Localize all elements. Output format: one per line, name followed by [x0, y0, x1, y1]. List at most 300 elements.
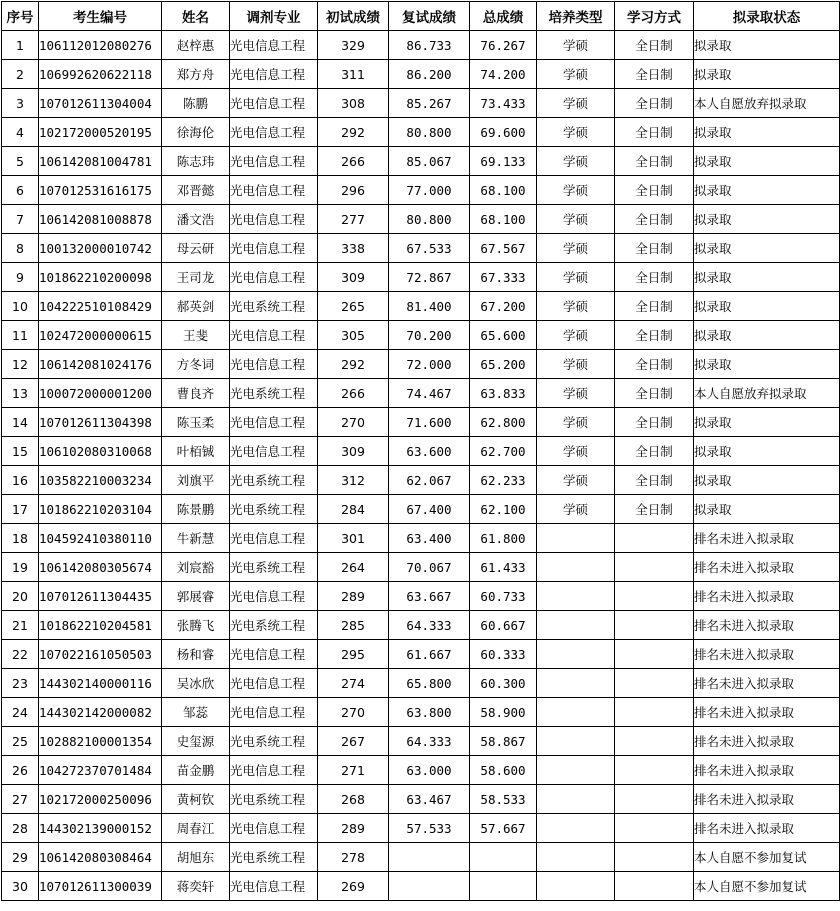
- admission-status: 拟录取: [694, 321, 840, 350]
- total-score: 67.200: [470, 292, 537, 321]
- candidate-name: 吴冰欣: [162, 669, 230, 698]
- major-cell: 光电信息工程: [230, 582, 318, 611]
- candidate-name: 郭展睿: [162, 582, 230, 611]
- row-number: 6: [2, 176, 39, 205]
- admission-status: 拟录取: [694, 147, 840, 176]
- table-row: [2, 495, 840, 524]
- total-score: 61.800: [470, 524, 537, 553]
- initial-score: 309: [318, 263, 389, 292]
- major-cell: 光电信息工程: [230, 205, 318, 234]
- header-cell: 序号: [2, 2, 39, 31]
- study-mode: 全日制: [615, 408, 694, 437]
- row-number: 27: [2, 785, 39, 814]
- training-type: [537, 814, 615, 843]
- admission-status: 拟录取: [694, 292, 840, 321]
- study-mode: 全日制: [615, 350, 694, 379]
- retest-score: 70.067: [389, 553, 470, 582]
- total-score: 58.867: [470, 727, 537, 756]
- study-mode: 全日制: [615, 205, 694, 234]
- candidate-id: 102882100001354: [39, 727, 162, 756]
- row-number: 1: [2, 31, 39, 60]
- study-mode: [615, 698, 694, 727]
- initial-score: 292: [318, 118, 389, 147]
- initial-score: 308: [318, 89, 389, 118]
- initial-score: 289: [318, 814, 389, 843]
- candidate-id: 100072000001200: [39, 379, 162, 408]
- candidate-id: 107012611304398: [39, 408, 162, 437]
- candidate-id: 101862210204581: [39, 611, 162, 640]
- candidate-id: 107012611300039: [39, 872, 162, 901]
- candidate-name: 邹蕊: [162, 698, 230, 727]
- admission-status: 拟录取: [694, 205, 840, 234]
- initial-score: 269: [318, 872, 389, 901]
- candidate-name: 黄柯钦: [162, 785, 230, 814]
- admission-status: 排名未进入拟录取: [694, 756, 840, 785]
- candidate-id: 104592410380110: [39, 524, 162, 553]
- row-number: 16: [2, 466, 39, 495]
- candidate-name: 蒋奕轩: [162, 872, 230, 901]
- admission-status: 本人自愿放弃拟录取: [694, 379, 840, 408]
- major-cell: 光电信息工程: [230, 437, 318, 466]
- admission-status: 拟录取: [694, 263, 840, 292]
- study-mode: [615, 669, 694, 698]
- table-row: [2, 698, 840, 727]
- total-score: 58.600: [470, 756, 537, 785]
- admission-status: 拟录取: [694, 31, 840, 60]
- header-cell: 考生编号: [39, 2, 162, 31]
- candidate-name: 潘文浩: [162, 205, 230, 234]
- retest-score: 63.467: [389, 785, 470, 814]
- retest-score: 80.800: [389, 118, 470, 147]
- study-mode: [615, 582, 694, 611]
- row-number: 20: [2, 582, 39, 611]
- training-type: 学硕: [537, 292, 615, 321]
- major-cell: 光电信息工程: [230, 814, 318, 843]
- training-type: 学硕: [537, 60, 615, 89]
- header-cell: 复试成绩: [389, 2, 470, 31]
- admission-status: 排名未进入拟录取: [694, 785, 840, 814]
- candidate-name: 郑方舟: [162, 60, 230, 89]
- training-type: [537, 669, 615, 698]
- initial-score: 292: [318, 350, 389, 379]
- candidate-name: 刘旗平: [162, 466, 230, 495]
- table-row: [2, 263, 840, 292]
- candidate-id: 102172000250096: [39, 785, 162, 814]
- table-row: [2, 234, 840, 263]
- total-score: 62.800: [470, 408, 537, 437]
- candidate-id: 103582210003234: [39, 466, 162, 495]
- training-type: 学硕: [537, 176, 615, 205]
- initial-score: 268: [318, 785, 389, 814]
- header-cell: 总成绩: [470, 2, 537, 31]
- row-number: 12: [2, 350, 39, 379]
- candidate-id: 106102080310068: [39, 437, 162, 466]
- study-mode: 全日制: [615, 89, 694, 118]
- candidate-id: 101862210200098: [39, 263, 162, 292]
- candidate-id: 106142081024176: [39, 350, 162, 379]
- study-mode: 全日制: [615, 176, 694, 205]
- total-score: 65.600: [470, 321, 537, 350]
- retest-score: 63.800: [389, 698, 470, 727]
- candidate-id: 106142081004781: [39, 147, 162, 176]
- initial-score: 312: [318, 466, 389, 495]
- training-type: 学硕: [537, 495, 615, 524]
- total-score: [470, 843, 537, 872]
- study-mode: 全日制: [615, 118, 694, 147]
- initial-score: 265: [318, 292, 389, 321]
- table-row: [2, 756, 840, 785]
- retest-score: 74.467: [389, 379, 470, 408]
- candidate-id: 144302142000082: [39, 698, 162, 727]
- total-score: 68.100: [470, 176, 537, 205]
- total-score: 74.200: [470, 60, 537, 89]
- candidate-id: 106142080305674: [39, 553, 162, 582]
- major-cell: 光电系统工程: [230, 292, 318, 321]
- study-mode: [615, 785, 694, 814]
- study-mode: 全日制: [615, 263, 694, 292]
- table-row: [2, 814, 840, 843]
- admission-status: 排名未进入拟录取: [694, 698, 840, 727]
- candidate-name: 陈志玮: [162, 147, 230, 176]
- retest-score: 63.400: [389, 524, 470, 553]
- retest-score: 63.000: [389, 756, 470, 785]
- retest-score: 77.000: [389, 176, 470, 205]
- admission-status: 拟录取: [694, 234, 840, 263]
- study-mode: 全日制: [615, 321, 694, 350]
- training-type: [537, 872, 615, 901]
- major-cell: 光电信息工程: [230, 147, 318, 176]
- table-row: [2, 292, 840, 321]
- retest-score: 67.400: [389, 495, 470, 524]
- admission-status: 拟录取: [694, 350, 840, 379]
- row-number: 8: [2, 234, 39, 263]
- study-mode: 全日制: [615, 234, 694, 263]
- major-cell: 光电信息工程: [230, 118, 318, 147]
- total-score: 69.133: [470, 147, 537, 176]
- study-mode: [615, 524, 694, 553]
- initial-score: 270: [318, 408, 389, 437]
- table-row: [2, 321, 840, 350]
- major-cell: 光电系统工程: [230, 611, 318, 640]
- admission-status: 拟录取: [694, 60, 840, 89]
- row-number: 2: [2, 60, 39, 89]
- major-cell: 光电系统工程: [230, 466, 318, 495]
- admission-status: 排名未进入拟录取: [694, 582, 840, 611]
- row-number: 19: [2, 553, 39, 582]
- total-score: 68.100: [470, 205, 537, 234]
- table-row: [2, 176, 840, 205]
- candidate-name: 张腾飞: [162, 611, 230, 640]
- candidate-name: 杨和睿: [162, 640, 230, 669]
- candidate-id: 106142081008878: [39, 205, 162, 234]
- candidate-name: 徐海伦: [162, 118, 230, 147]
- candidate-name: 史玺源: [162, 727, 230, 756]
- table-row: [2, 872, 840, 901]
- row-number: 15: [2, 437, 39, 466]
- admission-status: 排名未进入拟录取: [694, 553, 840, 582]
- study-mode: 全日制: [615, 495, 694, 524]
- table-row: [2, 785, 840, 814]
- initial-score: 278: [318, 843, 389, 872]
- training-type: [537, 727, 615, 756]
- study-mode: 全日制: [615, 147, 694, 176]
- initial-score: 274: [318, 669, 389, 698]
- initial-score: 284: [318, 495, 389, 524]
- table-row: [2, 437, 840, 466]
- retest-score: 61.667: [389, 640, 470, 669]
- row-number: 7: [2, 205, 39, 234]
- admission-status: 排名未进入拟录取: [694, 814, 840, 843]
- row-number: 14: [2, 408, 39, 437]
- study-mode: [615, 814, 694, 843]
- training-type: 学硕: [537, 379, 615, 408]
- candidate-id: 104222510108429: [39, 292, 162, 321]
- table-row: [2, 60, 840, 89]
- table-row: [2, 379, 840, 408]
- candidate-name: 陈鹏: [162, 89, 230, 118]
- candidate-name: 叶栢铖: [162, 437, 230, 466]
- total-score: 67.333: [470, 263, 537, 292]
- candidate-name: 王斐: [162, 321, 230, 350]
- major-cell: 光电信息工程: [230, 640, 318, 669]
- study-mode: [615, 843, 694, 872]
- retest-score: 86.733: [389, 31, 470, 60]
- admission-status: 拟录取: [694, 408, 840, 437]
- row-number: 30: [2, 872, 39, 901]
- major-cell: 光电信息工程: [230, 756, 318, 785]
- header-cell: 学习方式: [615, 2, 694, 31]
- candidate-id: 100132000010742: [39, 234, 162, 263]
- retest-score: 80.800: [389, 205, 470, 234]
- candidate-name: 陈玉柔: [162, 408, 230, 437]
- study-mode: [615, 640, 694, 669]
- retest-score: 65.800: [389, 669, 470, 698]
- study-mode: [615, 727, 694, 756]
- header-cell: 调剂专业: [230, 2, 318, 31]
- training-type: 学硕: [537, 321, 615, 350]
- admission-status: 拟录取: [694, 495, 840, 524]
- training-type: [537, 756, 615, 785]
- header-cell: 拟录取状态: [694, 2, 840, 31]
- total-score: 60.667: [470, 611, 537, 640]
- retest-score: 81.400: [389, 292, 470, 321]
- training-type: [537, 640, 615, 669]
- admission-status: 排名未进入拟录取: [694, 524, 840, 553]
- initial-score: 266: [318, 379, 389, 408]
- table-row: [2, 118, 840, 147]
- initial-score: 301: [318, 524, 389, 553]
- table-row: [2, 640, 840, 669]
- training-type: 学硕: [537, 205, 615, 234]
- row-number: 5: [2, 147, 39, 176]
- candidate-name: 赵梓惠: [162, 31, 230, 60]
- major-cell: 光电系统工程: [230, 727, 318, 756]
- row-number: 17: [2, 495, 39, 524]
- table-row: [2, 553, 840, 582]
- training-type: 学硕: [537, 437, 615, 466]
- initial-score: 270: [318, 698, 389, 727]
- header-row: [2, 2, 840, 31]
- retest-score: 70.200: [389, 321, 470, 350]
- row-number: 13: [2, 379, 39, 408]
- initial-score: 329: [318, 31, 389, 60]
- initial-score: 266: [318, 147, 389, 176]
- admission-status: 拟录取: [694, 437, 840, 466]
- total-score: 76.267: [470, 31, 537, 60]
- total-score: 61.433: [470, 553, 537, 582]
- admission-status: 排名未进入拟录取: [694, 669, 840, 698]
- candidate-id: 107022161050503: [39, 640, 162, 669]
- retest-score: [389, 872, 470, 901]
- major-cell: 光电信息工程: [230, 89, 318, 118]
- candidate-id: 102472000000615: [39, 321, 162, 350]
- candidate-name: 邓晋懿: [162, 176, 230, 205]
- study-mode: [615, 553, 694, 582]
- major-cell: 光电信息工程: [230, 31, 318, 60]
- training-type: [537, 785, 615, 814]
- training-type: 学硕: [537, 147, 615, 176]
- major-cell: 光电信息工程: [230, 263, 318, 292]
- training-type: 学硕: [537, 31, 615, 60]
- major-cell: 光电信息工程: [230, 524, 318, 553]
- candidate-id: 144302140000116: [39, 669, 162, 698]
- training-type: [537, 843, 615, 872]
- retest-score: 72.000: [389, 350, 470, 379]
- study-mode: 全日制: [615, 31, 694, 60]
- initial-score: 309: [318, 437, 389, 466]
- admission-status: 本人自愿不参加复试: [694, 872, 840, 901]
- total-score: 60.333: [470, 640, 537, 669]
- study-mode: [615, 756, 694, 785]
- total-score: 58.900: [470, 698, 537, 727]
- study-mode: [615, 872, 694, 901]
- table-row: [2, 350, 840, 379]
- major-cell: 光电信息工程: [230, 698, 318, 727]
- total-score: 63.833: [470, 379, 537, 408]
- table-row: [2, 843, 840, 872]
- row-number: 23: [2, 669, 39, 698]
- candidate-id: 107012611304004: [39, 89, 162, 118]
- table-row: [2, 524, 840, 553]
- retest-score: 67.533: [389, 234, 470, 263]
- training-type: [537, 553, 615, 582]
- training-type: [537, 582, 615, 611]
- row-number: 28: [2, 814, 39, 843]
- table-row: [2, 31, 840, 60]
- row-number: 11: [2, 321, 39, 350]
- training-type: 学硕: [537, 118, 615, 147]
- initial-score: 311: [318, 60, 389, 89]
- total-score: 60.300: [470, 669, 537, 698]
- admission-status: 排名未进入拟录取: [694, 640, 840, 669]
- training-type: 学硕: [537, 350, 615, 379]
- candidate-name: 苗金鹏: [162, 756, 230, 785]
- retest-score: 64.333: [389, 611, 470, 640]
- training-type: [537, 611, 615, 640]
- major-cell: 光电系统工程: [230, 785, 318, 814]
- candidate-name: 曹良齐: [162, 379, 230, 408]
- total-score: 57.667: [470, 814, 537, 843]
- row-number: 4: [2, 118, 39, 147]
- total-score: [470, 872, 537, 901]
- table-row: [2, 611, 840, 640]
- candidate-name: 胡旭东: [162, 843, 230, 872]
- training-type: 学硕: [537, 408, 615, 437]
- retest-score: 62.067: [389, 466, 470, 495]
- candidate-name: 刘宸豁: [162, 553, 230, 582]
- retest-score: 63.667: [389, 582, 470, 611]
- initial-score: 285: [318, 611, 389, 640]
- study-mode: 全日制: [615, 466, 694, 495]
- major-cell: 光电系统工程: [230, 553, 318, 582]
- initial-score: 271: [318, 756, 389, 785]
- candidate-id: 106112012080276: [39, 31, 162, 60]
- total-score: 62.700: [470, 437, 537, 466]
- total-score: 69.600: [470, 118, 537, 147]
- major-cell: 光电信息工程: [230, 176, 318, 205]
- retest-score: [389, 843, 470, 872]
- training-type: [537, 524, 615, 553]
- row-number: 29: [2, 843, 39, 872]
- initial-score: 305: [318, 321, 389, 350]
- admission-status: 本人自愿放弃拟录取: [694, 89, 840, 118]
- retest-score: 57.533: [389, 814, 470, 843]
- table-row: [2, 727, 840, 756]
- retest-score: 71.600: [389, 408, 470, 437]
- row-number: 26: [2, 756, 39, 785]
- major-cell: 光电系统工程: [230, 495, 318, 524]
- header-cell: 姓名: [162, 2, 230, 31]
- total-score: 62.100: [470, 495, 537, 524]
- table-body: [2, 31, 840, 901]
- total-score: 65.200: [470, 350, 537, 379]
- major-cell: 光电信息工程: [230, 669, 318, 698]
- table-row: [2, 466, 840, 495]
- candidate-id: 106142080308464: [39, 843, 162, 872]
- initial-score: 267: [318, 727, 389, 756]
- retest-score: 85.267: [389, 89, 470, 118]
- candidate-id: 106992620622118: [39, 60, 162, 89]
- major-cell: 光电信息工程: [230, 350, 318, 379]
- row-number: 21: [2, 611, 39, 640]
- table-row: [2, 669, 840, 698]
- major-cell: 光电信息工程: [230, 234, 318, 263]
- admission-status: 排名未进入拟录取: [694, 611, 840, 640]
- row-number: 3: [2, 89, 39, 118]
- row-number: 18: [2, 524, 39, 553]
- candidate-name: 牛新慧: [162, 524, 230, 553]
- training-type: 学硕: [537, 263, 615, 292]
- row-number: 22: [2, 640, 39, 669]
- total-score: 67.567: [470, 234, 537, 263]
- total-score: 58.533: [470, 785, 537, 814]
- admission-status: 排名未进入拟录取: [694, 727, 840, 756]
- candidate-name: 陈景鹏: [162, 495, 230, 524]
- retest-score: 64.333: [389, 727, 470, 756]
- training-type: 学硕: [537, 234, 615, 263]
- retest-score: 63.600: [389, 437, 470, 466]
- candidate-id: 107012611304435: [39, 582, 162, 611]
- admission-table: [1, 1, 840, 901]
- training-type: 学硕: [537, 89, 615, 118]
- candidate-id: 102172000520195: [39, 118, 162, 147]
- row-number: 9: [2, 263, 39, 292]
- major-cell: 光电信息工程: [230, 408, 318, 437]
- total-score: 60.733: [470, 582, 537, 611]
- total-score: 73.433: [470, 89, 537, 118]
- row-number: 25: [2, 727, 39, 756]
- initial-score: 289: [318, 582, 389, 611]
